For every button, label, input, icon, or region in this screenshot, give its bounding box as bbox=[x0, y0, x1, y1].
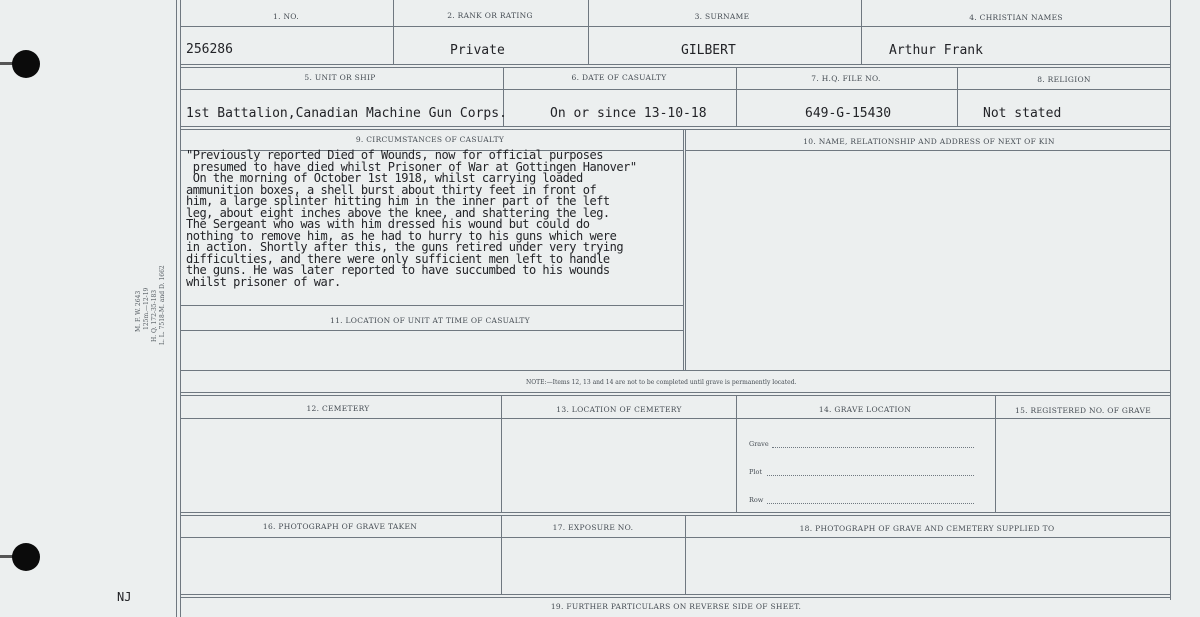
label-date: 6. DATE OF CASUALTY bbox=[571, 73, 667, 82]
divider bbox=[685, 129, 686, 370]
frame-line bbox=[180, 0, 181, 617]
label-location-of-unit: 11. LOCATION OF UNIT AT TIME OF CASUALTY bbox=[330, 316, 530, 325]
rule bbox=[180, 126, 1170, 127]
date-value: On or since 13-10-18 bbox=[550, 106, 707, 121]
label-photograph-taken: 16. PHOTOGRAPH OF GRAVE TAKEN bbox=[262, 522, 418, 531]
rule bbox=[180, 392, 1170, 393]
label-religion: 8. RELIGION bbox=[1037, 75, 1091, 84]
plot-field-label: Plot bbox=[749, 468, 762, 476]
circumstances-line: nothing to remove him, as he had to hurry to his guns which were bbox=[186, 228, 617, 243]
punch-hole-bottom bbox=[12, 543, 40, 571]
label-surname: 3. SURNAME bbox=[694, 12, 750, 21]
row-field-label: Row bbox=[749, 496, 764, 504]
label-rank: 2. RANK OR RATING bbox=[447, 11, 533, 20]
circumstances-line: the guns. He was later reported to have succumbed to his wounds bbox=[186, 263, 610, 277]
label-no: 1. NO. bbox=[273, 12, 299, 21]
circumstances-line: whilst prisoner of war. bbox=[186, 274, 341, 289]
rule bbox=[180, 370, 1170, 371]
circumstances-line: leg, about eight inches above the knee, and shattering the leg. bbox=[186, 205, 610, 220]
rule bbox=[180, 89, 1170, 90]
divider bbox=[501, 515, 502, 594]
rule bbox=[180, 129, 1170, 130]
rule bbox=[180, 67, 1170, 68]
divider bbox=[588, 0, 589, 64]
rule bbox=[180, 26, 1170, 27]
circumstances-line: On the morning of October 1st 1918, whilst carrying loaded bbox=[186, 171, 583, 185]
service-number: 256286 bbox=[186, 42, 233, 57]
label-photograph-supplied: 18. PHOTOGRAPH OF GRAVE AND CEMETERY SUPPLIED TO bbox=[799, 524, 1055, 533]
row-line bbox=[767, 503, 974, 504]
surname-value: GILBERT bbox=[681, 43, 736, 58]
circumstances-line: ammunition boxes, a shell burst about thirty feet in front of bbox=[186, 182, 597, 197]
circumstances-line: him, a large splinter hitting him in the inner part of the left bbox=[186, 194, 610, 208]
unit-value: 1st Battalion,Canadian Machine Gun Corps. bbox=[186, 106, 507, 121]
religion-value: Not stated bbox=[983, 106, 1062, 121]
grave-field-label: Grave bbox=[749, 440, 769, 448]
circumstances-line: "Previously reported Died of Wounds, now for official purposes bbox=[186, 148, 603, 162]
divider bbox=[685, 515, 686, 594]
plot-line bbox=[767, 475, 974, 476]
label-circumstances: 9. CIRCUMSTANCES OF CASUALTY bbox=[355, 135, 505, 144]
circumstances-line: difficulties, and there were only sufficient men left to handle bbox=[186, 251, 610, 266]
label-location-of-cemetery: 13. LOCATION OF CEMETERY bbox=[556, 405, 682, 414]
note-text: NOTE:—Items 12, 13 and 14 are not to be completed until grave is permanently located. bbox=[526, 379, 797, 386]
side-print-line: L. L. 7518-M. and D. 1662 bbox=[159, 265, 166, 345]
divider bbox=[736, 67, 737, 126]
rule bbox=[180, 597, 1170, 598]
side-print-line: M. F. W. 2643 bbox=[135, 290, 142, 332]
circumstances-line: presumed to have died whilst Prisoner of War at Gottingen Hanover" bbox=[186, 159, 637, 174]
side-print-line: 125m.—12-19 bbox=[143, 287, 150, 330]
rule bbox=[180, 418, 1170, 419]
label-next-of-kin: 10. NAME, RELATIONSHIP AND ADDRESS OF NEXT OF KIN bbox=[803, 137, 1055, 146]
rule bbox=[180, 515, 1170, 516]
rule bbox=[180, 64, 1170, 65]
divider bbox=[995, 395, 996, 512]
rank-value: Private bbox=[450, 43, 505, 58]
divider bbox=[736, 395, 737, 512]
rule bbox=[180, 395, 1170, 396]
punch-hole-top bbox=[12, 50, 40, 78]
rule bbox=[180, 537, 1170, 538]
divider bbox=[501, 395, 502, 512]
rule bbox=[180, 594, 1170, 595]
label-unit: 5. UNIT OR SHIP bbox=[304, 73, 376, 82]
circumstances-text bbox=[186, 150, 637, 288]
hq-file-value: 649-G-15430 bbox=[805, 106, 892, 121]
label-grave-location: 14. GRAVE LOCATION bbox=[818, 405, 912, 414]
label-registered-no: 15. REGISTERED NO. OF GRAVE bbox=[1015, 406, 1151, 415]
divider bbox=[393, 0, 394, 64]
circumstances-line: The Sergeant who was with him dressed his wound but could do bbox=[186, 217, 590, 231]
frame-line bbox=[1170, 0, 1171, 600]
rule bbox=[180, 512, 1170, 513]
divider bbox=[683, 129, 684, 370]
footer-text: 19. FURTHER PARTICULARS ON REVERSE SIDE OF SHEET. bbox=[550, 602, 802, 611]
label-cemetery: 12. CEMETERY bbox=[306, 404, 370, 413]
label-christian-names: 4. CHRISTIAN NAMES bbox=[969, 13, 1063, 22]
side-print-line: H. Q. 172-35-183 bbox=[151, 289, 158, 342]
rule bbox=[180, 330, 683, 331]
frame-line bbox=[176, 0, 177, 617]
rule bbox=[180, 305, 683, 306]
divider bbox=[861, 0, 862, 64]
grave-line bbox=[772, 447, 974, 448]
rule bbox=[685, 150, 1170, 151]
label-exposure-no: 17. EXPOSURE NO. bbox=[552, 523, 634, 532]
divider bbox=[957, 67, 958, 126]
label-hq-file: 7. H.Q. FILE NO. bbox=[811, 74, 881, 83]
circumstances-line: in action. Shortly after this, the guns retired under very trying bbox=[186, 240, 624, 254]
christian-names-value: Arthur Frank bbox=[889, 43, 983, 58]
initials: NJ bbox=[117, 590, 132, 604]
